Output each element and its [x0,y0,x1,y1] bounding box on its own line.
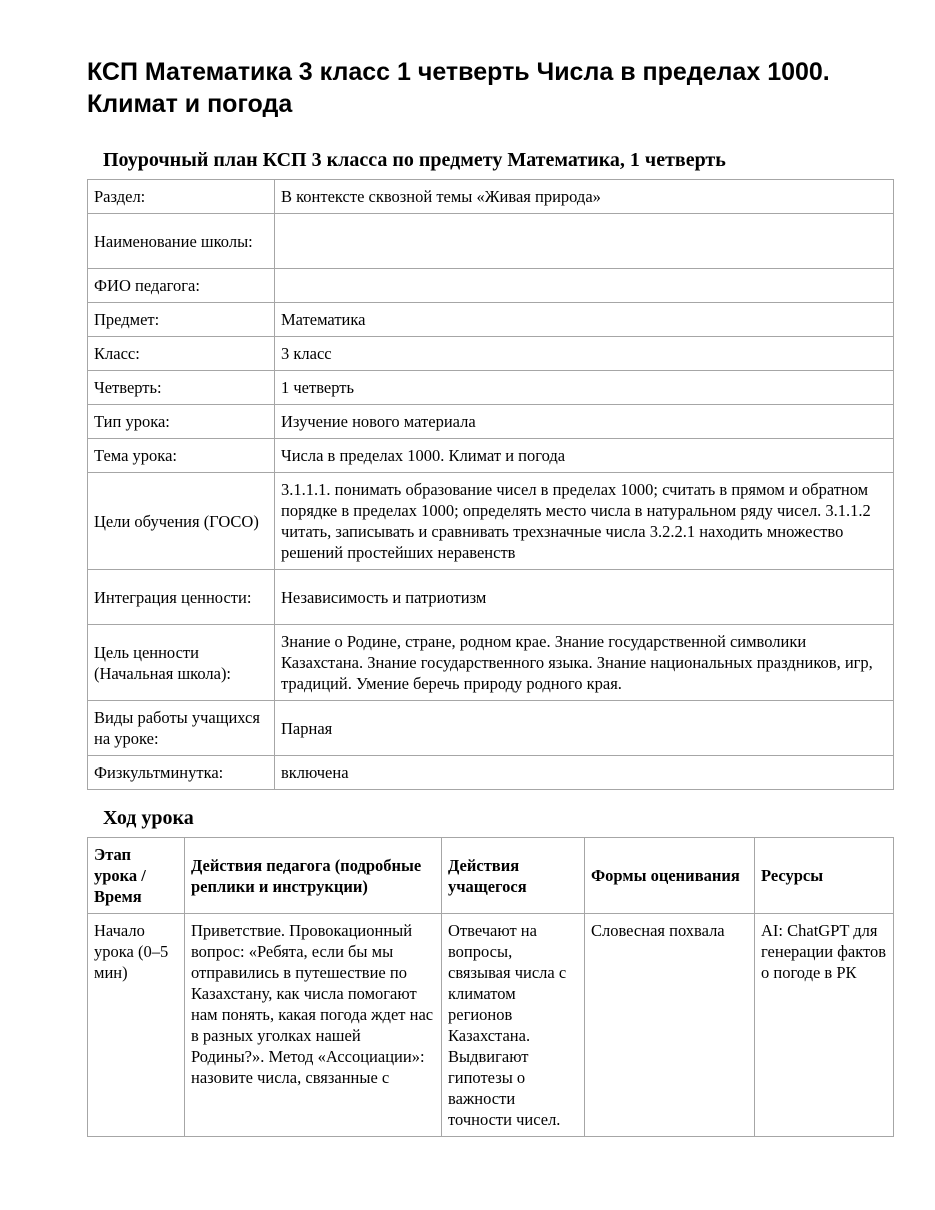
table-header-row [88,838,894,914]
row-value: Изучение нового материала [275,405,894,439]
table-row [88,269,894,303]
table-row [88,214,894,269]
table-row [88,303,894,337]
row-value: В контексте сквозной темы «Живая природа» [275,180,894,214]
plan-heading: Поурочный план КСП 3 класса по предмету Математика, 1 четверть [103,149,726,171]
document-title: КСП Математика 3 класс 1 четверть Числа в пределах 1000. Климат и погода [87,58,830,118]
row-label: Тема урока: [88,439,275,473]
row-label: Виды работы учащихся на уроке: [88,701,275,756]
row-value: Независимость и патриотизм [275,570,894,625]
row-label: Класс: [88,337,275,371]
lesson-progress-table [87,837,894,1137]
table-row [88,473,894,570]
row-label: Цели обучения (ГОСО) [88,473,275,570]
row-label: Наименование школы: [88,214,275,269]
teacher-actions-cell: Приветствие. Провокационный вопрос: «Ребята, если бы мы отправились в путешествие по Казахстану, как числа помогают нам понять, какая погода ждет нас в разных уголках нашей Родины?». Метод «Ассоциации»: назовите числа, связанные с [185,914,442,1137]
row-value: Парная [275,701,894,756]
row-label: Физкультминутка: [88,756,275,790]
column-header-teacher-actions: Действия педагога (подробные реплики и инструкции) [185,838,442,914]
resources-cell: AI: ChatGPT для генерации фактов о погоде в РК [755,914,894,1137]
row-label: Четверть: [88,371,275,405]
table-row [88,756,894,790]
row-value: 3 класс [275,337,894,371]
row-label: Раздел: [88,180,275,214]
column-header-assessment: Формы оценивания [585,838,755,914]
row-value: Математика [275,303,894,337]
assessment-cell: Словесная похвала [585,914,755,1137]
table-row [88,405,894,439]
stage-cell: Начало урока (0–5 мин) [88,914,185,1137]
row-label: Интеграция ценности: [88,570,275,625]
document-page [87,56,893,1137]
row-value: включена [275,756,894,790]
table-row [88,701,894,756]
table-row [88,439,894,473]
row-label: Тип урока: [88,405,275,439]
row-value: Знание о Родине, стране, родном крае. Знание государственной символики Казахстана. Знание государственного языка. Знание национальных праздников, игр, традиций. Умение беречь природу родного края. [275,625,894,701]
lesson-progress-heading: Ход урока [103,807,194,829]
column-header-resources: Ресурсы [755,838,894,914]
row-label: Предмет: [88,303,275,337]
row-label: Цель ценности (Начальная школа): [88,625,275,701]
row-value: Числа в пределах 1000. Климат и погода [275,439,894,473]
row-value [275,214,894,269]
row-label: ФИО педагога: [88,269,275,303]
column-header-student-actions: Действия учащегося [442,838,585,914]
student-actions-cell: Отвечают на вопросы, связывая числа с климатом регионов Казахстана. Выдвигают гипотезы о важности точности чисел. [442,914,585,1137]
row-value [275,269,894,303]
table-row [88,337,894,371]
table-row [88,371,894,405]
row-value: 3.1.1.1. понимать образование чисел в пределах 1000; считать в прямом и обратном порядке в пределах 1000; определять место числа в натуральном ряду чисел. 3.1.1.2 читать, записывать и сравнивать трехзначные числа 3.2.2.1 находить множество решений простейших неравенств [275,473,894,570]
table-row [88,625,894,701]
lesson-plan-table [87,179,894,790]
table-row [88,180,894,214]
table-row [88,914,894,1137]
table-row [88,570,894,625]
column-header-stage: Этап урока / Время [88,838,185,914]
row-value: 1 четверть [275,371,894,405]
